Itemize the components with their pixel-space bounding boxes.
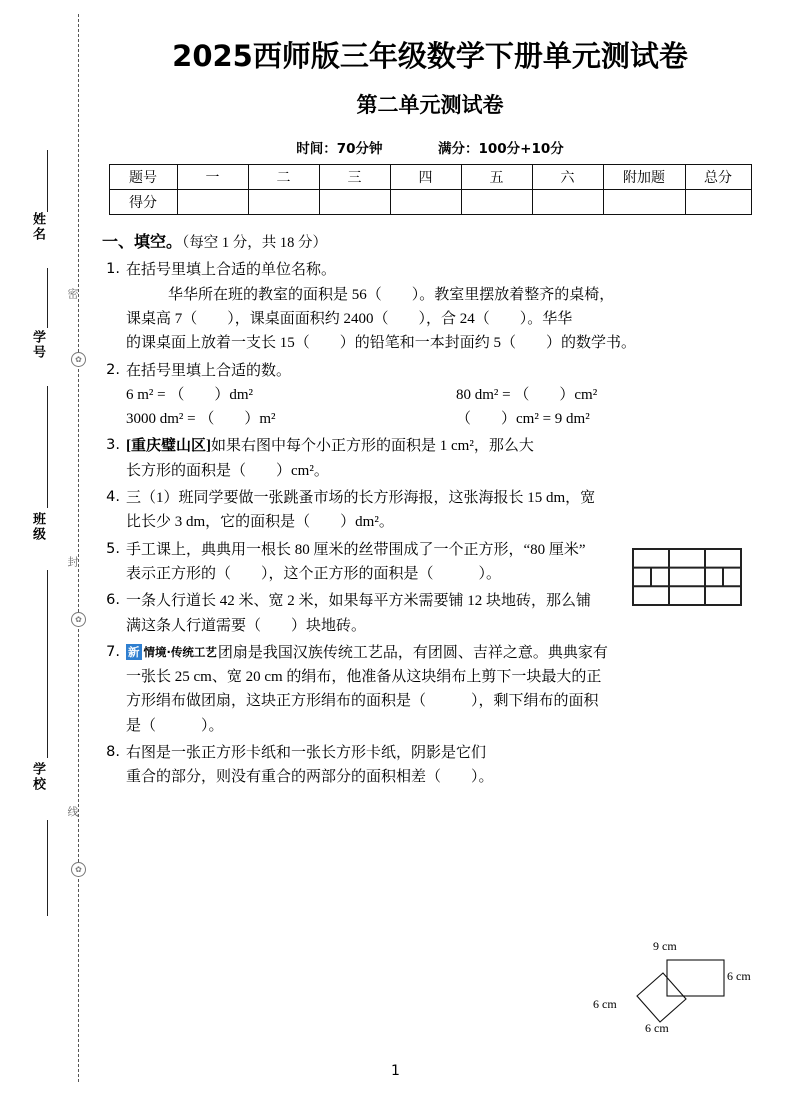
question-8 [100, 741, 760, 790]
question-stem: 在括号里填上合适的单位名称。 [126, 262, 337, 279]
score-header-6: 六 [532, 165, 603, 190]
question-line: 比长少 3 dm，它的面积是（ ）dm²。 [126, 514, 394, 531]
score-header-5: 五 [461, 165, 532, 190]
seal-circle-1: ✿ [71, 352, 86, 367]
section-number: 一、 [102, 232, 135, 252]
question-number: 3. [106, 437, 120, 454]
seal-char-2: 封 [66, 556, 79, 567]
question-line: 的课桌面上放着一支长 15（ ）的铅笔和一本封面约 5（ ）的数学书。 [126, 335, 637, 352]
conversion-row [126, 383, 760, 407]
score-header-2: 二 [248, 165, 319, 190]
margin-rule-1 [47, 150, 48, 212]
context-badge [126, 643, 218, 662]
page-title: 2025西师版三年级数学下册单元测试卷 [172, 39, 688, 73]
table-row-values [109, 190, 751, 215]
conversion-left: 6 m² = （ ）dm² [126, 386, 254, 403]
badge-text-label: 情境·传统工艺 [143, 644, 217, 659]
seal-circle-2: ✿ [71, 612, 86, 627]
conversion-left: 3000 dm² = （ ）m² [126, 411, 276, 428]
margin-rule-2 [47, 268, 48, 328]
score-header-3: 三 [319, 165, 390, 190]
figure-q8-label-left: 6 cm [593, 997, 617, 1011]
question-number: 7. [106, 643, 120, 660]
question-region-tag: [重庆璧山区] [126, 438, 211, 455]
seal-dashed-line [78, 14, 79, 1082]
question-line [126, 641, 760, 665]
question-number: 4. [106, 489, 120, 506]
question-line: 方形绢布做团扇，这块正方形绢布的面积是（ ），剩下绢布的面积 [126, 693, 599, 710]
question-7 [100, 641, 760, 738]
question-3 [100, 434, 760, 483]
margin-label-class: 班级 [30, 512, 45, 542]
question-4 [100, 486, 760, 535]
margin-rule-3 [47, 386, 48, 508]
conversion-right: 80 dm² = （ ）cm² [456, 386, 598, 403]
margin-rule-4 [47, 570, 48, 758]
score-header-4: 四 [390, 165, 461, 190]
question-line: 一条人行道长 42 米、宽 2 米，如果每平方米需要铺 12 块地砖，那么铺 [126, 593, 592, 610]
question-line: 满这条人行道需要（ ）块地砖。 [126, 617, 367, 634]
question-stem: 在括号里填上合适的数。 [126, 362, 292, 379]
question-line [126, 434, 760, 458]
page-subtitle: 第二单元测试卷 [356, 93, 504, 118]
score-cell-2[interactable] [248, 190, 319, 215]
seal-char-3: 线 [66, 806, 79, 817]
question-line: 一张长 25 cm、宽 20 cm 的绢布，他准备从这块绢布上剪下一块最大的正 [126, 669, 602, 686]
question-line: 右图是一张正方形卡纸和一张长方形卡纸，阴影是它们 [126, 744, 487, 761]
conversion-row [126, 407, 760, 431]
score-cell-3[interactable] [319, 190, 390, 215]
score-cell-1[interactable] [177, 190, 248, 215]
exam-meta [100, 137, 760, 157]
page-number: 1 [391, 1063, 400, 1079]
left-margin-strip [0, 0, 100, 1096]
question-line: 三（1）班同学要做一张跳蚤市场的长方形海报，这张海报长 15 dm，宽 [126, 490, 596, 507]
exam-sheet [100, 0, 760, 793]
section-heading [102, 229, 760, 252]
question-line: 表示正方形的（ ），这个正方形的面积是（ ）。 [126, 565, 502, 582]
question-line: 华华所在班的教室的面积是 56（ ）。教室里摆放着整齐的桌椅， [168, 286, 615, 303]
seal-circle-3: ✿ [71, 862, 86, 877]
score-cell-8[interactable] [685, 190, 751, 215]
figure-q8-overlap [593, 939, 765, 1052]
score-row-label: 得分 [109, 190, 177, 215]
score-header-7: 附加题 [603, 165, 685, 190]
question-number: 2. [106, 361, 120, 378]
figure-q8-label-bottom: 6 cm [645, 1021, 669, 1035]
score-cell-4[interactable] [390, 190, 461, 215]
badge-new-label: 新 [128, 644, 140, 659]
question-line: 课桌高 7（ ），课桌面面积约 2400（ ），合 24（ ）。华华 [126, 310, 573, 327]
score-header-0: 题号 [109, 165, 177, 190]
margin-label-student-id: 学号 [30, 330, 45, 360]
score-cell-5[interactable] [461, 190, 532, 215]
question-text: 如果右图中每个小正方形的面积是 1 cm²，那么大 [211, 438, 534, 455]
score-cell-7[interactable] [603, 190, 685, 215]
score-header-8: 总分 [685, 165, 751, 190]
score-cell-6[interactable] [532, 190, 603, 215]
margin-label-name: 姓名 [30, 212, 45, 242]
figure-q8-label-right: 6 cm [727, 969, 751, 983]
question-line: 是（ ）。 [126, 717, 224, 734]
section-points: （每空 1 分，共 18 分） [182, 235, 328, 252]
score-table [109, 164, 752, 215]
section-title: 填空。 [134, 232, 183, 252]
question-number: 8. [106, 743, 120, 760]
score-header-1: 一 [177, 165, 248, 190]
question-line: 长方形的面积是（ ）cm²。 [126, 462, 329, 479]
table-row-headers [109, 165, 751, 190]
conversion-right: （ ）cm² = 9 dm² [456, 411, 590, 428]
seal-char-1: 密 [66, 288, 79, 299]
margin-label-school: 学校 [30, 762, 45, 792]
margin-rule-5 [47, 820, 48, 916]
question-1 [100, 258, 760, 355]
figure-q8-label-top: 9 cm [653, 939, 677, 953]
question-number: 6. [106, 592, 120, 609]
exam-time-label: 时间：70分钟 [296, 141, 383, 158]
question-number: 1. [106, 261, 120, 278]
question-number: 5. [106, 540, 120, 557]
question-line: 重合的部分，则没有重合的两部分的面积相差（ ）。 [126, 769, 494, 786]
exam-score-label: 满分：100分+10分 [437, 141, 564, 158]
question-2 [100, 359, 760, 432]
question-line: 手工课上，典典用一根长 80 厘米的丝带围成了一个正方形，“80 厘米” [126, 541, 586, 558]
question-text: 团扇是我国汉族传统工艺品，有团圆、吉祥之意。典典家有 [217, 644, 608, 661]
